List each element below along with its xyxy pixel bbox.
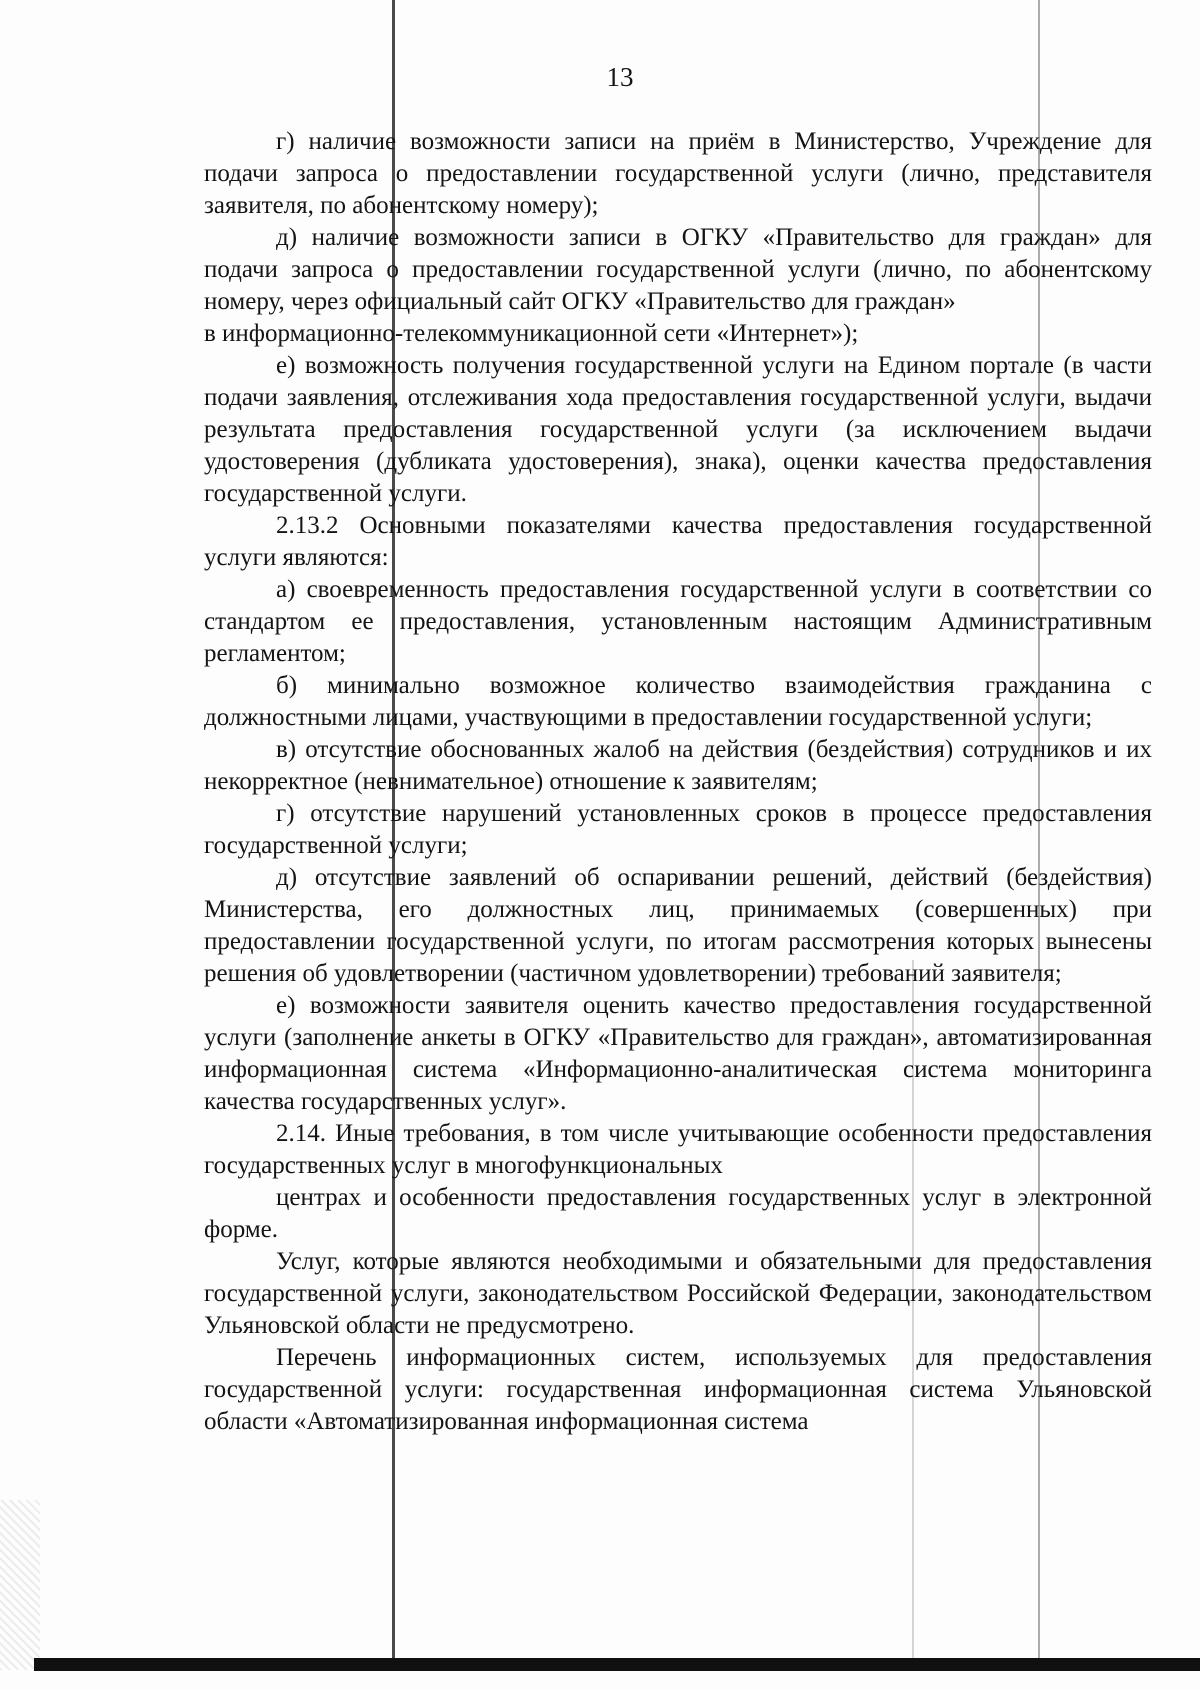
page-number: 13 [606, 62, 634, 92]
paragraph-10: д) отсутствие заявлений об оспаривании решений, действий (бездействия) Министерства, его должностных лиц, принимаемых (совершенных) при предоставлении государственной услуги, по итогам рассмотрения которых вынесены решения об удовлетворении (частичном удовлетворении) требований заявителя; [204, 864, 1152, 987]
document-body [204, 126, 1152, 1438]
scan-artifact-noise [0, 1500, 40, 1670]
paragraph-14: Услуг, которые являются необходимыми и обязательными для предоставления государственной услуги, законодательством Российской Федерации, законодательством Ульяновской области не предусмотрено. [204, 1248, 1152, 1339]
paragraph-1: г) наличие возможности записи на приём в Министерство, Учреждение для подачи запроса о предоставлении государственной услуги (лично, представителя заявителя, по абонентскому номеру); [204, 128, 1152, 219]
paragraph-15: Перечень информационных систем, используемых для предоставления государственной услуги: государственная информационная система Ульяновской области «Автоматизированная информационная система [204, 1344, 1152, 1435]
page-number-container [0, 62, 1200, 93]
paragraph-13: центрах и особенности предоставления государственных услуг в электронной форме. [204, 1184, 1152, 1243]
paragraph-4: е) возможность получения государственной услуги на Едином портале (в части подачи заявления, отслеживания хода предоставления государственной услуги, выдачи результата предоставления государственной услуги (за исключением выдачи удостоверения (дубликата удостоверения), знака), оценки качества предоставления государственной услуги. [204, 352, 1152, 507]
paragraph-7: б) минимально возможное количество взаимодействия гражданина с должностными лицами, участвующими в предоставлении государственной услуги; [204, 672, 1152, 731]
paragraph-11: е) возможности заявителя оценить качество предоставления государственной услуги (заполнение анкеты в ОГКУ «Правительство для граждан», автоматизированная информационная система «Информационно-аналитическая система мониторинга качества государственных услуг». [204, 992, 1152, 1115]
paragraph-8: в) отсутствие обоснованных жалоб на действия (бездействия) сотрудников и их некорректное (невнимательное) отношение к заявителям; [204, 736, 1152, 795]
paragraph-9: г) отсутствие нарушений установленных сроков в процессе предоставления государственной услуги; [204, 800, 1152, 859]
paragraph-6: а) своевременность предоставления государственной услуги в соответствии со стандартом ее предоставления, установленным настоящим Административным регламентом; [204, 576, 1152, 667]
scan-artifact-bottom-band [34, 1658, 1200, 1671]
paragraph-3: в информационно-телекоммуникационной сети «Интернет»); [204, 320, 859, 347]
paragraph-2: д) наличие возможности записи в ОГКУ «Правительство для граждан» для подачи запроса о предоставлении государственной услуги (лично, по абонентскому номеру, через официальный сайт ОГКУ «Правительство для граждан» [204, 224, 1152, 315]
paragraph-5: 2.13.2 Основными показателями качества предоставления государственной услуги являются: [204, 512, 1152, 571]
paragraph-12: 2.14. Иные требования, в том числе учитывающие особенности предоставления государственных услуг в многофункциональных [204, 1120, 1152, 1179]
